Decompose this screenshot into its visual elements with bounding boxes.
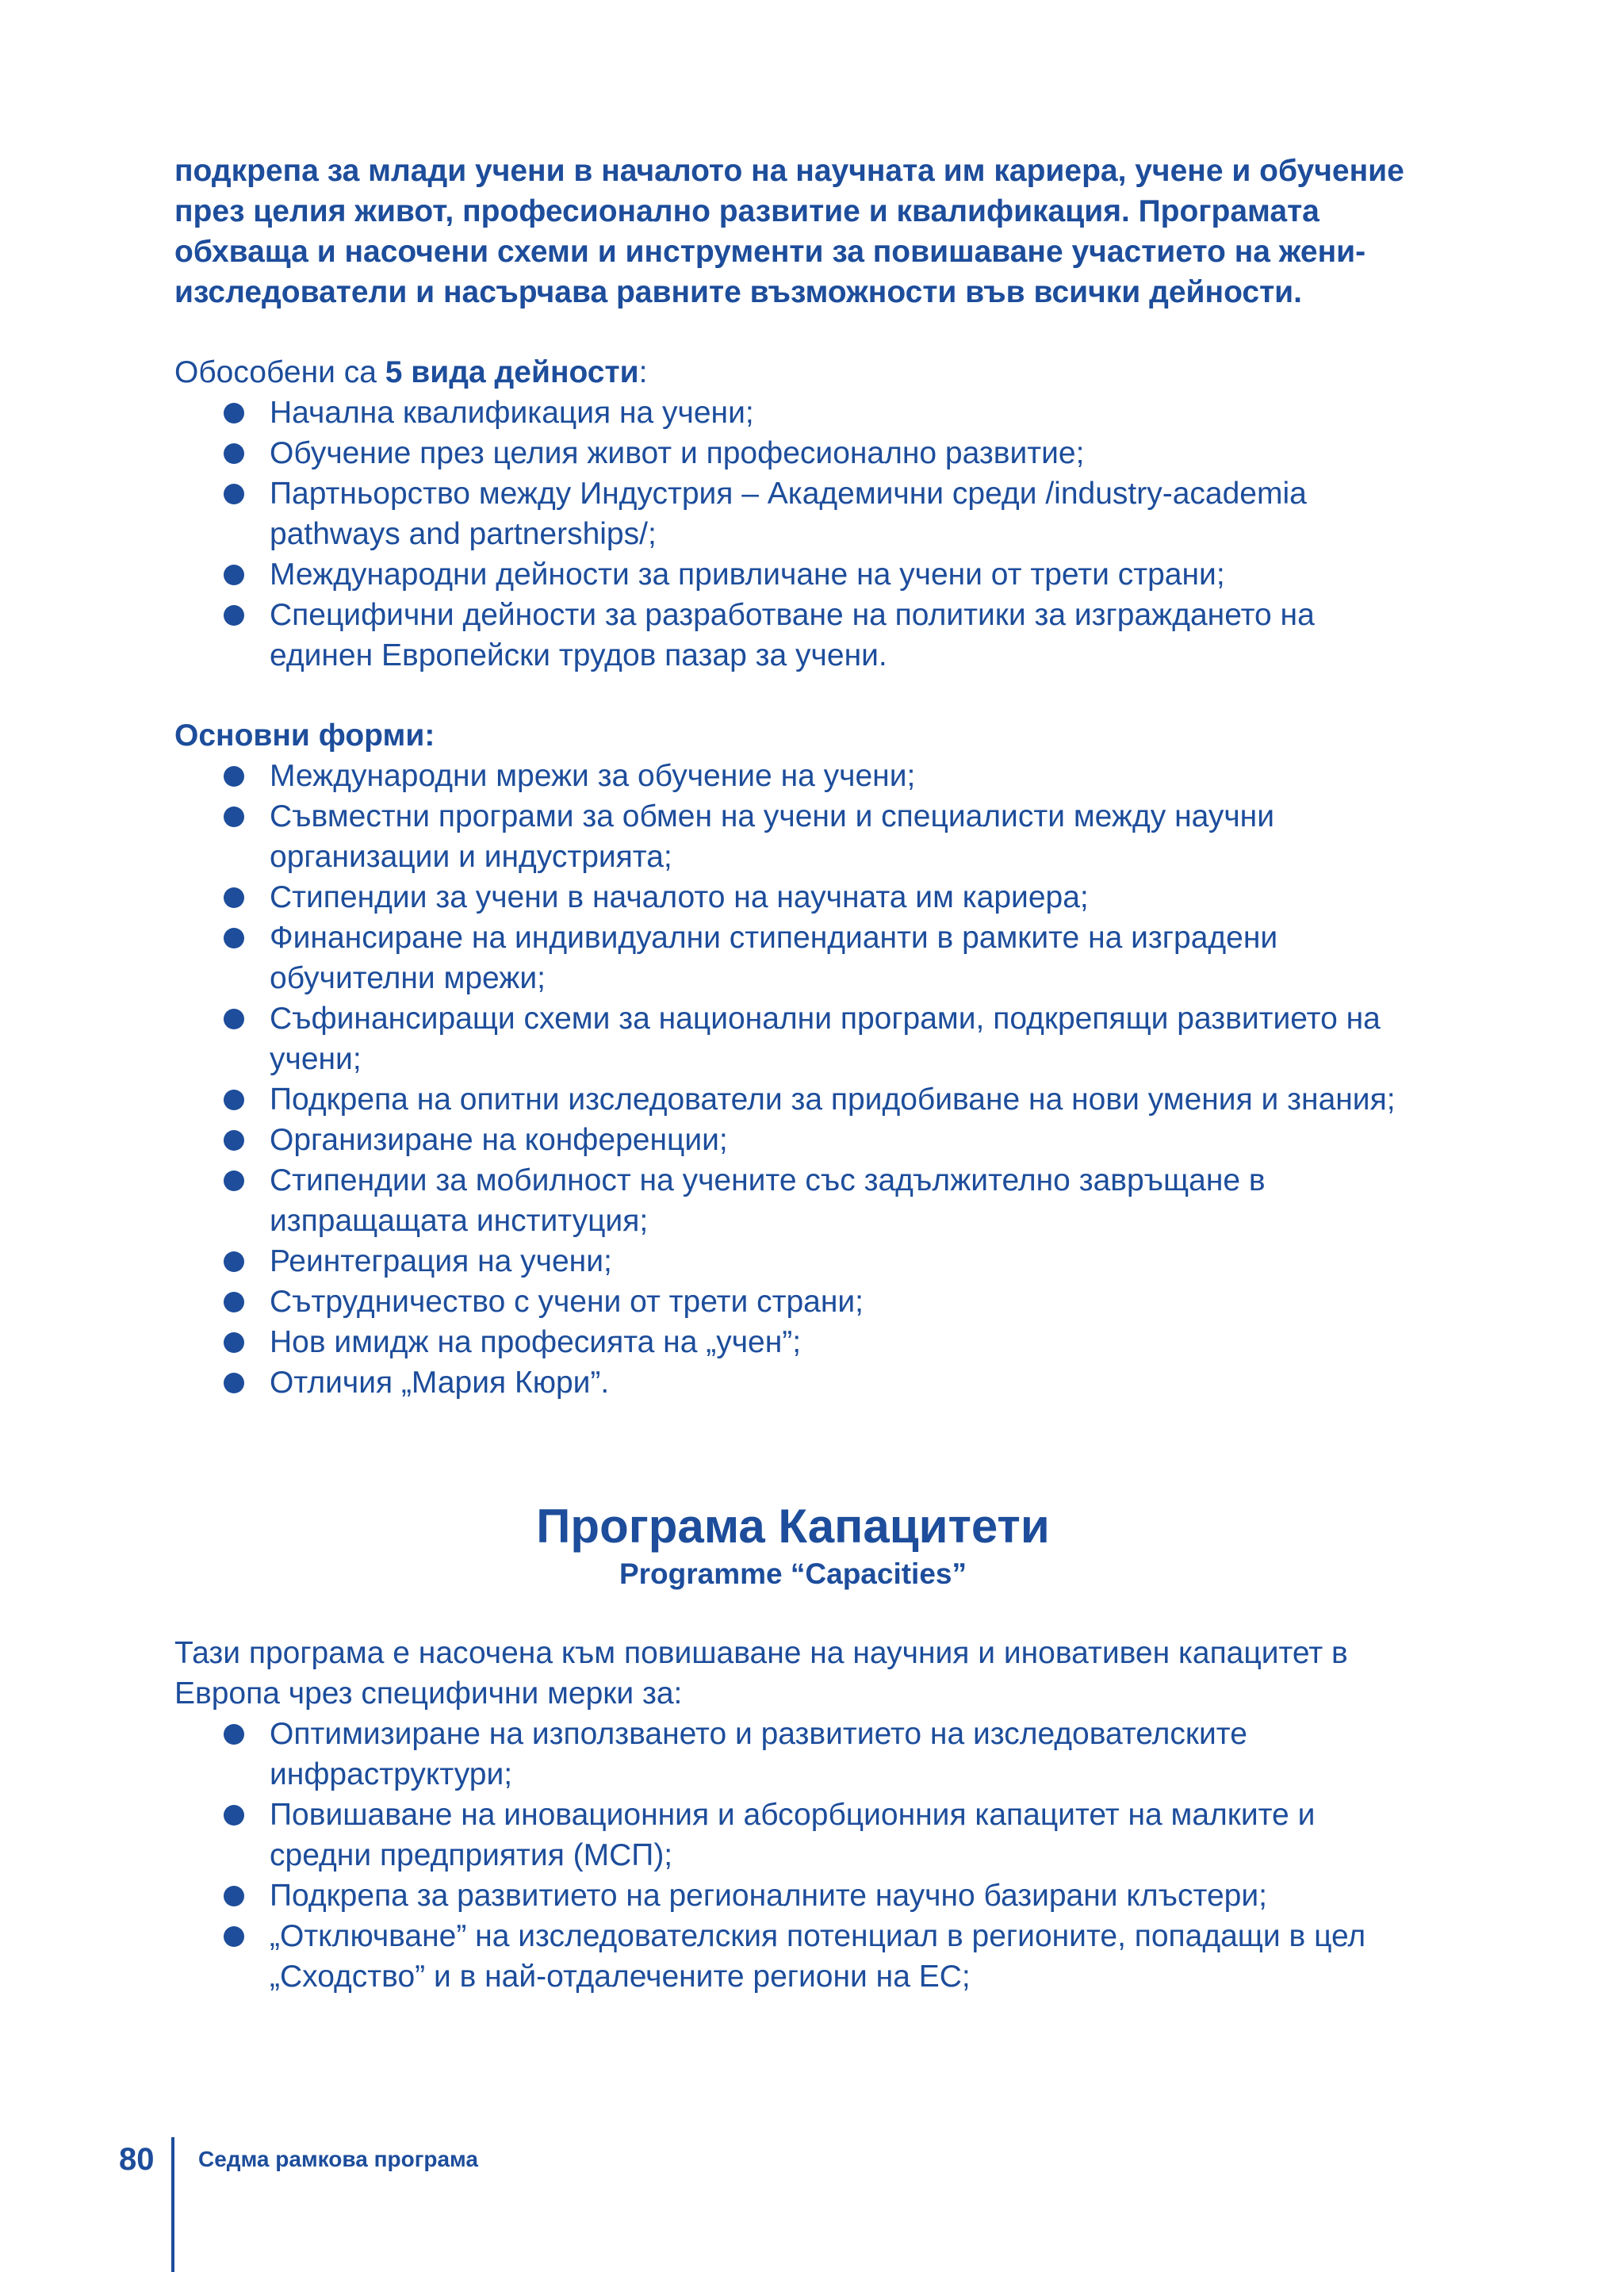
list-item-text: Повишаване на иновационния и абсорбционния капацитет на малките и средни предприятия (МСП); <box>270 1798 1316 1872</box>
list-item <box>174 393 1411 433</box>
list-item-text: Подкрепа на опитни изследователи за придобиване на нови умения и знания; <box>270 1082 1396 1117</box>
spacer <box>174 676 1411 715</box>
activities-lead-suffix: : <box>638 355 648 389</box>
bullet-icon <box>224 403 244 423</box>
list-item <box>174 1916 1411 1997</box>
bullet-icon <box>224 484 244 504</box>
list-item <box>174 595 1411 676</box>
bullet-icon <box>224 887 244 908</box>
bullet-icon <box>224 807 244 827</box>
list-item <box>174 918 1411 998</box>
forms-heading: Основни форми: <box>174 718 435 753</box>
list-item <box>174 554 1411 595</box>
list-item-text: Реинтеграция на учени; <box>270 1244 612 1278</box>
list-item-text: Оптимизиране на използването и развитието на изследователските инфраструктури; <box>270 1717 1247 1791</box>
list-item-text: Начална квалификация на учени; <box>270 396 754 430</box>
bullet-icon <box>224 1886 244 1906</box>
list-item <box>174 998 1411 1079</box>
capacities-lead: Тази програма е насочена към повишаване на научния и иновативен капацитет в Европа чрез специфични мерки за: <box>174 1636 1348 1711</box>
section-title: Програма Капацитети <box>536 1500 1050 1553</box>
section-subtitle: Programme “Capacities” <box>619 1557 967 1590</box>
list-item-text: Международни дейности за привличане на учени от трети страни; <box>270 557 1225 592</box>
list-item-text: Нов имидж на професията на „учен”; <box>270 1325 802 1359</box>
activities-lead-bold: 5 вида дейности <box>385 355 639 389</box>
list-item <box>174 1714 1411 1795</box>
list-item-text: Финансиране на индивидуални стипендианти в рамките на изградени обучителни мрежи; <box>270 921 1278 995</box>
footer-title: Седма рамкова програма <box>198 2147 478 2171</box>
list-item <box>174 756 1411 796</box>
list-item <box>174 473 1411 554</box>
list-item <box>174 1160 1411 1241</box>
bullet-icon <box>224 1724 244 1745</box>
bullet-icon <box>224 1926 244 1947</box>
list-item <box>174 1322 1411 1362</box>
list-item-text: Организиране на конференции; <box>270 1123 728 1157</box>
bullet-icon <box>224 928 244 948</box>
page-number: 80 <box>119 2142 155 2177</box>
list-item-text: Стипендии за мобилност на учените със задължително завръщане в изпращащата институция; <box>270 1163 1266 1238</box>
bullet-icon <box>224 1090 244 1110</box>
capacities-list <box>174 1714 1411 1997</box>
list-item-text: Международни мрежи за обучение на учени; <box>270 759 916 793</box>
list-item-text: Съфинансиращи схеми за национални програми, подкрепящи развитието на учени; <box>270 1002 1381 1076</box>
bullet-icon <box>224 1805 244 1826</box>
list-item-text: Партньорство между Индустрия – Академични среди /industry-academia pathways and partnerships/; <box>270 477 1307 551</box>
spacer <box>174 312 1411 352</box>
bullet-icon <box>224 443 244 464</box>
list-item-text: Обучение през целия живот и професионално развитие; <box>270 436 1085 470</box>
list-item <box>174 1795 1411 1875</box>
footer-divider <box>171 2137 174 2272</box>
list-item <box>174 1362 1411 1403</box>
list-item-text: Отличия „Мария Кюри”. <box>270 1366 610 1400</box>
bullet-icon <box>224 1292 244 1312</box>
bullet-icon <box>224 1373 244 1393</box>
list-item <box>174 1875 1411 1916</box>
bullet-icon <box>224 605 244 626</box>
list-item-text: Сътрудничество с учени от трети страни; <box>270 1285 864 1319</box>
bullet-icon <box>224 1130 244 1151</box>
list-item <box>174 877 1411 918</box>
spacer <box>174 1403 1411 1498</box>
list-item <box>174 433 1411 473</box>
bullet-icon <box>224 766 244 787</box>
list-item <box>174 1282 1411 1322</box>
list-item-text: Стипендии за учени в началото на научната им кариера; <box>270 880 1089 914</box>
bullet-icon <box>224 565 244 585</box>
list-item-text: Съвместни програми за обмен на учени и специалисти между научни организации и индустрията; <box>270 799 1275 874</box>
list-item-text: Подкрепа за развитието на регионалните научно базирани клъстери; <box>270 1879 1267 1913</box>
list-item <box>174 1241 1411 1282</box>
page-content <box>174 151 1411 1997</box>
bullet-icon <box>224 1170 244 1191</box>
activities-list <box>174 393 1411 676</box>
list-item-text: Специфични дейности за разработване на политики за изграждането на единен Европейски трудов пазар за учени. <box>270 598 1315 672</box>
activities-lead <box>174 352 1411 393</box>
list-item <box>174 796 1411 877</box>
list-item <box>174 1079 1411 1120</box>
list-item-text: „Отключване” на изследователския потенциал в регионите, попадащи в цел „Сходство” и в най-отдалечените региони на ЕС; <box>270 1919 1366 1994</box>
list-item <box>174 1120 1411 1160</box>
activities-lead-prefix: Обособени са <box>174 355 385 389</box>
intro-paragraph: подкрепа за млади учени в началото на научната им кариера, учене и обучение през целия живот, професионално развитие и квалификация. Програмата обхваща и насочени схеми и инструменти за повишаване участието на жени-изследователи и насърчава равните възможности във всички дейности. <box>174 154 1404 309</box>
bullet-icon <box>224 1251 244 1272</box>
forms-list <box>174 756 1411 1403</box>
bullet-icon <box>224 1009 244 1029</box>
bullet-icon <box>224 1332 244 1353</box>
